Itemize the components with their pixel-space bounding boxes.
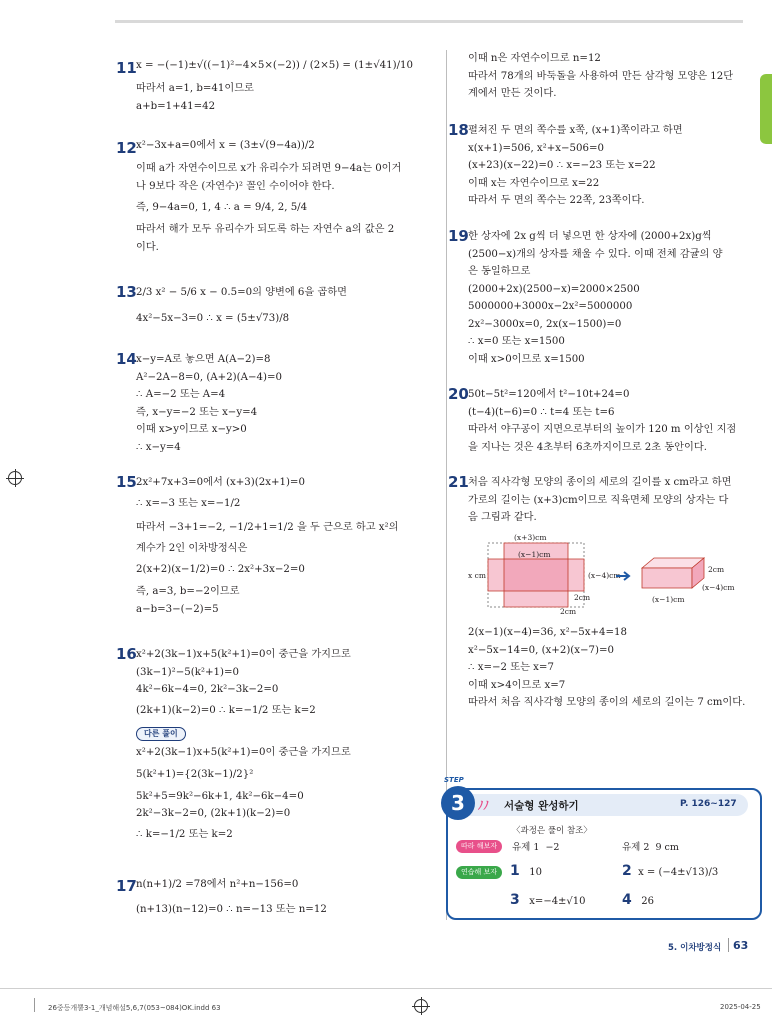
exercise-1-label: 유제 1 bbox=[512, 842, 540, 853]
p15-line-4: 계수가 2인 이차방정식은 bbox=[136, 542, 248, 554]
p11tail-line-3: 계에서 만든 것이다. bbox=[468, 88, 557, 99]
p12-line-3: 나 9보다 작은 (자연수)² 꼴인 수이어야 한다. bbox=[136, 180, 335, 192]
top-rule bbox=[115, 20, 743, 23]
problem-17 bbox=[136, 872, 436, 922]
p12-line-2: 이때 a가 자연수이므로 x가 유리수가 되려면 9−4a는 0이거 bbox=[136, 163, 402, 174]
p18-line-2: x(x+1)=506, x²+x−506=0 bbox=[468, 142, 605, 154]
problem-number-13: 13 bbox=[116, 283, 137, 301]
chapter-label: 5. 이차방정식 bbox=[668, 943, 722, 953]
p11-line-3: a+b=1+41=42 bbox=[136, 100, 216, 112]
net-base bbox=[504, 559, 568, 591]
label-top-outer: (x+3)cm bbox=[514, 533, 547, 542]
problem-number-21: 21 bbox=[448, 473, 469, 491]
problem-18 bbox=[468, 122, 758, 210]
box-net-figure bbox=[466, 532, 756, 620]
p19-line-6: 2x²−3000x=0, 2x(x−1500)=0 bbox=[468, 318, 622, 330]
footer-rule bbox=[0, 988, 772, 989]
practice-pill: 연습해 보자 bbox=[456, 866, 502, 879]
p19-line-5: 5000000+3000x−2x²=5000000 bbox=[468, 301, 633, 312]
p17-line-2: (n+13)(n−12)=0 ∴ n=−13 또는 n=12 bbox=[136, 904, 327, 915]
problem-21-solution bbox=[468, 624, 758, 712]
chapter-tab bbox=[760, 74, 772, 144]
p14-line-4: 즉, x−y=−2 또는 x−y=4 bbox=[136, 406, 258, 418]
answer-4-num: 4 bbox=[622, 892, 632, 908]
p21-after-3: ∴ x=−2 또는 x=7 bbox=[468, 662, 554, 673]
p13-line-2: 4x²−5x−3=0 ∴ x = (5±√73)/8 bbox=[136, 313, 290, 324]
answer-2-value: x = (−4±√13)/3 bbox=[638, 867, 719, 878]
problem-number-16: 16 bbox=[116, 645, 137, 663]
p11tail-line-1: 이때 n은 자연수이므로 n=12 bbox=[468, 53, 601, 64]
page-reference: P. 126~127 bbox=[680, 799, 737, 809]
p21-line-1: 처음 직사각형 모양의 종이의 세로의 길이를 x cm라고 하면 bbox=[468, 477, 732, 488]
problem-12 bbox=[136, 132, 436, 256]
box-height-label: 2cm bbox=[708, 565, 725, 574]
p20-line-2: (t−4)(t−6)=0 ∴ t=4 또는 t=6 bbox=[468, 406, 615, 418]
label-left: x cm bbox=[468, 571, 486, 580]
exercise-1-value: −2 bbox=[545, 842, 560, 853]
p20-line-4: 을 지나는 것은 4초부터 6초까지이므로 2초 동안이다. bbox=[468, 441, 707, 453]
follow-along-pill: 따라 해보자 bbox=[456, 840, 502, 853]
p19-line-3: 은 동일하므로 bbox=[468, 266, 531, 277]
exercise-1 bbox=[512, 839, 559, 853]
p19-line-4: (2000+2x)(2500−x)=2000×2500 bbox=[468, 283, 640, 295]
label-top-inner: (x−1)cm bbox=[518, 550, 551, 559]
p15-line-2: ∴ x=−3 또는 x=−1/2 bbox=[136, 497, 241, 509]
exercise-2-label: 유제 2 bbox=[622, 842, 650, 853]
p12-line-1: x²−3x+a=0에서 x = (3±√(9−4a))/2 bbox=[136, 140, 315, 151]
p21-line-3: 음 그림과 같다. bbox=[468, 512, 537, 523]
p16-line-2: (3k−1)²−5(k²+1)=0 bbox=[136, 666, 239, 678]
p14-line-3: ∴ A=−2 또는 A=4 bbox=[136, 389, 226, 400]
answer-3 bbox=[510, 892, 586, 908]
p13-line-1: 2/3 x² − 5/6 x − 0.5=0의 양변에 6을 곱하면 bbox=[136, 287, 348, 298]
p21-after-5: 따라서 처음 직사각형 모양의 종이의 세로의 길이는 7 cm이다. bbox=[468, 697, 746, 708]
footer-divider bbox=[728, 938, 729, 952]
p12-line-5: 따라서 해가 모두 유리수가 되도록 하는 자연수 a의 값은 2 bbox=[136, 224, 395, 235]
p16-alt-5: ∴ k=−1/2 또는 k=2 bbox=[136, 828, 233, 840]
answer-4 bbox=[622, 892, 654, 908]
p20-line-3: 따라서 야구공이 지면으로부터의 높이가 120 m 이상인 지점 bbox=[468, 424, 737, 435]
problem-number-19: 19 bbox=[448, 227, 469, 245]
problem-number-17: 17 bbox=[116, 877, 137, 895]
box-width-label: (x−1)cm bbox=[652, 595, 685, 604]
checkmarks-icon: ﾉﾉ bbox=[478, 799, 489, 812]
problem-15 bbox=[136, 474, 436, 618]
problem-19 bbox=[468, 228, 758, 368]
answer-2-num: 2 bbox=[622, 863, 632, 879]
p14-line-1: x−y=A로 놓으면 A(A−2)=8 bbox=[136, 354, 271, 365]
problem-number-15: 15 bbox=[116, 473, 137, 491]
label-right: (x−4)cm bbox=[588, 571, 621, 580]
page-number: 63 bbox=[733, 939, 749, 952]
p12-line-6: 이다. bbox=[136, 241, 159, 253]
p17-line-1: n(n+1)/2 =78에서 n²+n−156=0 bbox=[136, 879, 299, 890]
step-title: 서술형 완성하기 bbox=[504, 800, 579, 812]
answer-1 bbox=[510, 863, 542, 879]
answer-2 bbox=[622, 863, 718, 879]
p19-line-7: ∴ x=0 또는 x=1500 bbox=[468, 336, 565, 347]
p21-after-4: 이때 x>4이므로 x=7 bbox=[468, 679, 566, 691]
p16-line-1: x²+2(3k−1)x+5(k²+1)=0이 중근을 가지므로 bbox=[136, 649, 351, 660]
p11-line-2: 따라서 a=1, b=41이므로 bbox=[136, 83, 254, 94]
problem-number-14: 14 bbox=[116, 350, 137, 368]
problem-11 bbox=[136, 52, 436, 115]
footer-registration-mark-icon bbox=[414, 999, 428, 1013]
problem-16 bbox=[136, 646, 436, 847]
p16-alt-4: 2k²−3k−2=0, (2k+1)(k−2)=0 bbox=[136, 808, 291, 819]
p19-line-1: 한 상자에 2x g씩 더 넣으면 한 상자에 (2000+2x)g씩 bbox=[468, 231, 712, 242]
p18-line-4: 이때 x는 자연수이므로 x=22 bbox=[468, 177, 600, 189]
problem-number-12: 12 bbox=[116, 139, 137, 157]
p19-line-8: 이때 x>0이므로 x=1500 bbox=[468, 353, 585, 365]
step-label: STEP bbox=[444, 776, 464, 784]
p15-line-7: a−b=3−(−2)=5 bbox=[136, 603, 219, 615]
answer-1-num: 1 bbox=[510, 863, 520, 879]
p14-line-5: 이때 x>y이므로 x−y>0 bbox=[136, 424, 247, 435]
footer-tick bbox=[34, 998, 35, 1012]
p15-line-5: 2(x+2)(x−1/2)=0 ∴ 2x²+3x−2=0 bbox=[136, 564, 305, 575]
problem-20 bbox=[468, 386, 758, 456]
p11tail-line-2: 따라서 78개의 바둑돌을 사용하여 만든 삼각형 모양은 12단 bbox=[468, 70, 734, 82]
problem-number-18: 18 bbox=[448, 121, 469, 139]
p21-after-2: x²−5x−14=0, (x+2)(x−7)=0 bbox=[468, 644, 615, 656]
problem-11-continued bbox=[468, 50, 758, 103]
p15-line-1: 2x²+7x+3=0에서 (x+3)(2x+1)=0 bbox=[136, 477, 305, 488]
p16-alt-3: 5k²+5=9k²−6k+1, 4k²−6k−4=0 bbox=[136, 790, 304, 802]
problem-14 bbox=[136, 351, 436, 456]
p19-line-2: (2500−x)개의 상자를 채울 수 있다. 이때 전체 감귤의 양 bbox=[468, 248, 723, 260]
p20-line-1: 50t−5t²=120에서 t²−10t+24=0 bbox=[468, 389, 630, 400]
p18-line-5: 따라서 두 면의 쪽수는 22쪽, 23쪽이다. bbox=[468, 195, 645, 206]
footer-filename: 26중등개뿔3-1_개념해설5,6,7(053~084)OK.indd 63 bbox=[48, 1004, 221, 1012]
p18-line-3: (x+23)(x−22)=0 ∴ x=−23 또는 x=22 bbox=[468, 160, 656, 171]
p15-line-3: 따라서 −3+1=−2, −1/2+1=1/2 을 두 근으로 하고 x²의 bbox=[136, 521, 399, 533]
registration-mark-icon bbox=[8, 471, 22, 485]
p15-line-6: 즉, a=3, b=−2이므로 bbox=[136, 586, 240, 597]
p11-line-1: x = −(−1)±√((−1)²−4×5×(−2)) / (2×5) = (1±√41)/10 bbox=[136, 60, 414, 71]
answer-4-value: 26 bbox=[641, 896, 655, 907]
answer-1-value: 10 bbox=[529, 867, 543, 878]
p16-line-3: 4k²−6k−4=0, 2k²−3k−2=0 bbox=[136, 684, 279, 695]
label-bottom-2: 2cm bbox=[560, 607, 577, 616]
problem-number-11: 11 bbox=[116, 59, 137, 77]
exercise-2-value: 9 cm bbox=[655, 842, 679, 853]
alt-solution-tag: 다른 풀이 bbox=[136, 727, 186, 741]
p18-line-1: 펼쳐진 두 면의 쪽수를 x쪽, (x+1)쪽이라고 하면 bbox=[468, 125, 683, 136]
p16-alt-1: x²+2(3k−1)x+5(k²+1)=0이 중근을 가지므로 bbox=[136, 747, 351, 758]
box-front bbox=[642, 568, 692, 588]
p21-after-1: 2(x−1)(x−4)=36, x²−5x+4=18 bbox=[468, 627, 627, 638]
process-note: 〈과정은 풀이 참조〉 bbox=[512, 826, 592, 836]
problem-21 bbox=[468, 474, 758, 527]
answer-3-value: x=−4±√10 bbox=[529, 896, 586, 907]
footer-date: 2025-04-25 bbox=[720, 1003, 761, 1011]
exercise-2 bbox=[622, 839, 679, 853]
box-depth-label: (x−4)cm bbox=[702, 583, 735, 592]
problem-13 bbox=[136, 280, 436, 332]
p21-line-2: 가로의 길이는 (x+3)cm이므로 직육면체 모양의 상자는 다 bbox=[468, 494, 729, 506]
label-bottom-1: 2cm bbox=[574, 593, 591, 602]
p12-line-4: 즉, 9−4a=0, 1, 4 ∴ a = 9/4, 2, 5/4 bbox=[136, 202, 308, 213]
step-number: 3 bbox=[441, 786, 475, 820]
p16-line-4: (2k+1)(k−2)=0 ∴ k=−1/2 또는 k=2 bbox=[136, 704, 316, 716]
p16-alt-2: 5(k²+1)={2(3k−1)/2}² bbox=[136, 768, 254, 780]
problem-number-20: 20 bbox=[448, 385, 469, 403]
answer-3-num: 3 bbox=[510, 892, 520, 908]
p14-line-6: ∴ x−y=4 bbox=[136, 441, 181, 453]
p14-line-2: A²−2A−8=0, (A+2)(A−4)=0 bbox=[136, 371, 282, 383]
